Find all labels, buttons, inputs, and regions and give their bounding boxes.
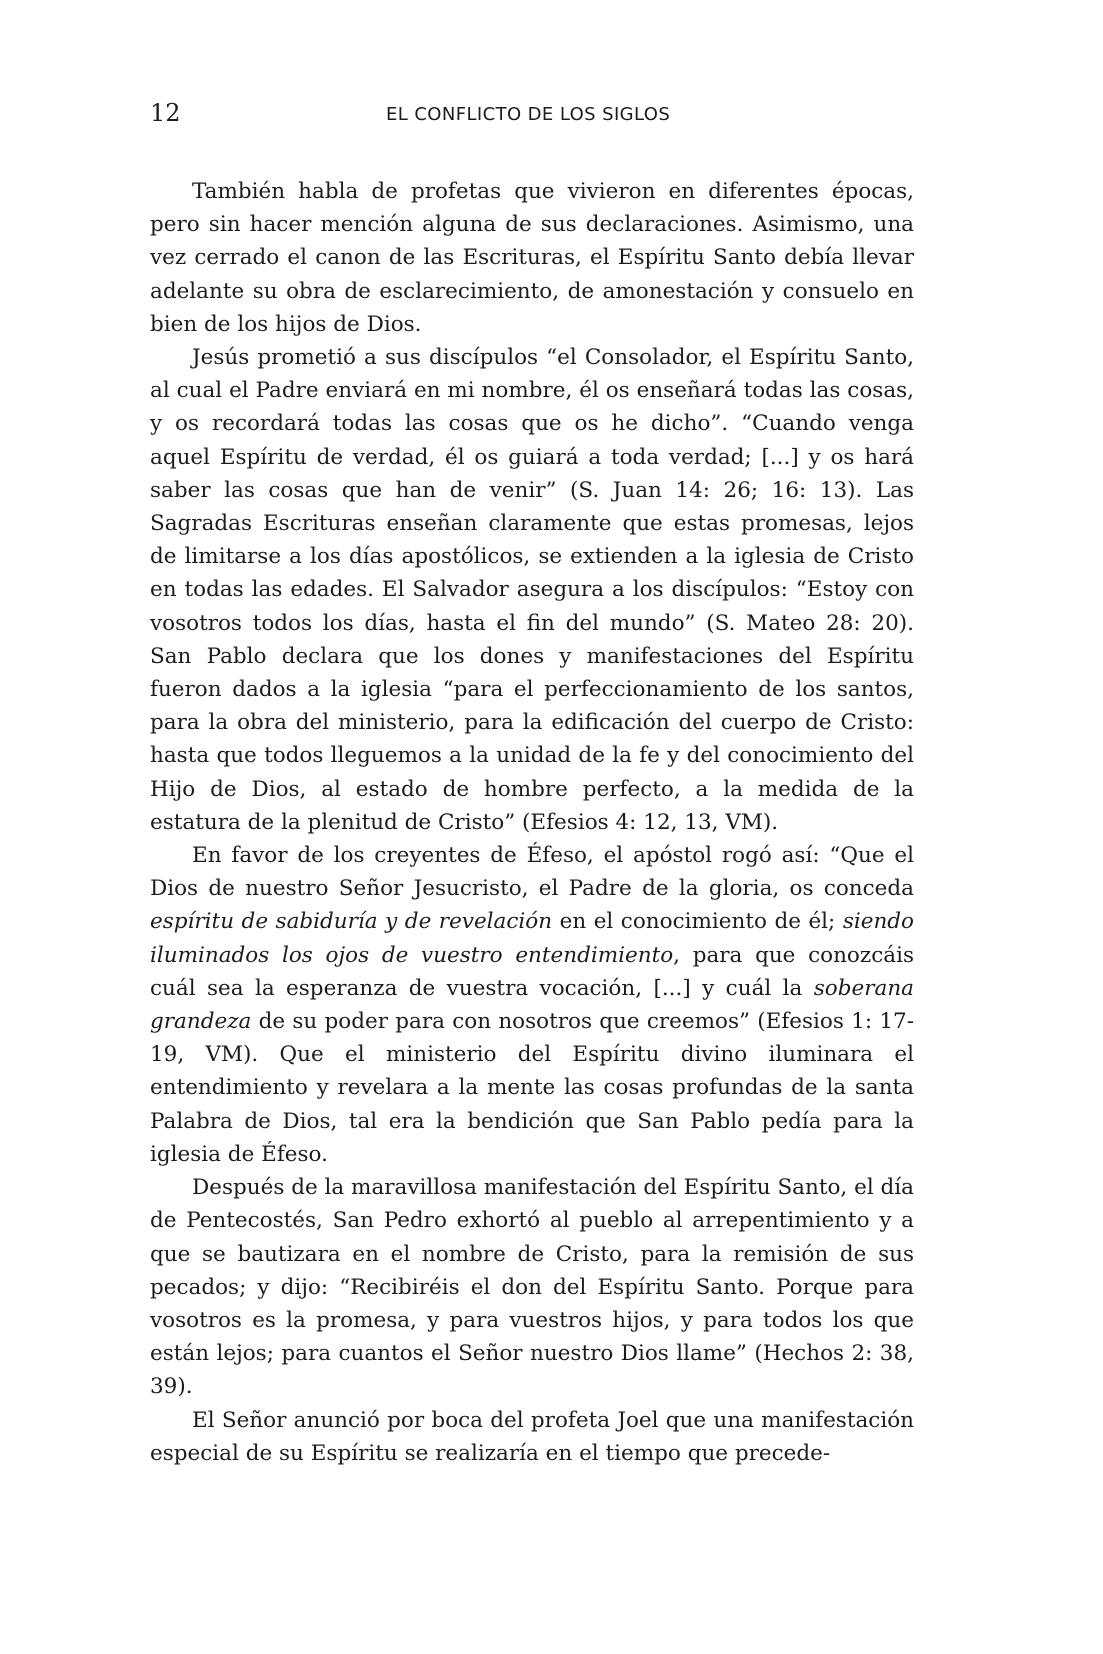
paragraph-3-text-3: , para que conozcáis cuál sea la esperanza de vuestra vocación, [...] y cuál la — [150, 942, 914, 1001]
paragraph-1: También habla de profetas que vivieron en diferentes épocas, pero sin hacer mención alguna de sus declaraciones. Asimismo, una vez cerrado el canon de las Escrituras, el Espíritu Santo debía llevar adelante su obra de esclarecimiento, de amonestación y consuelo en bien de los hijos de Dios. — [150, 179, 914, 337]
page-header — [150, 99, 914, 139]
paragraph-3-italic-3: soberana grandeza — [150, 975, 914, 1035]
paragraph-3-italic-1: espíritu de sabiduría y de revelación — [150, 909, 553, 935]
paragraph-4: Después de la maravillosa manifestación del Espíritu Santo, el día de Pentecostés, San Pedro exhortó al pueblo al arrepentimiento y a que se bautizara en el nombre de Cristo, para la remisión de sus pecados; y dijo: “Recibiréis el don del Espíritu Santo. Porque para vosotros es la promesa, y para vuestros hijos, y para todos los que están lejos; para cuantos el Señor nuestro Dios llame” (Hechos 2: 38, 39). — [150, 1175, 914, 1400]
paragraph-5: El Señor anunció por boca del profeta Joel que una manifestación especial de su Espíritu se realizaría en el tiempo que precede- — [150, 1407, 914, 1466]
page-number: 12 — [150, 99, 181, 127]
running-title: EL CONFLICTO DE LOS SIGLOS — [386, 104, 671, 125]
body-text — [150, 175, 914, 1470]
paragraph-3-italic-2: siendo iluminados los ojos de vuestro entendimiento — [150, 909, 914, 968]
paragraph-3-text-2: en el conocimiento de él; — [552, 909, 843, 935]
paragraph-3 — [150, 839, 914, 1171]
paragraph-3-text-1: En favor de los creyentes de Éfeso, el apóstol rogó así: “Que el Dios de nuestro Señor Jesucristo, el Padre de la gloria, os conceda — [150, 843, 914, 902]
paragraph-2: Jesús prometió a sus discípulos “el Consolador, el Espíritu Santo, al cual el Padre enviará en mi nombre, él os enseñará todas las cosas, y os recordará todas las cosas que os he dicho”. “Cuando venga aquel Espíritu de verdad, él os guiará a toda verdad; [...] y os hará saber las cosas que han de venir” (S. Juan 14: 26; 16: 13). Las Sagradas Escrituras enseñan claramente que estas promesas, lejos de limitarse a los días apostólicos, se extienden a la iglesia de Cristo en todas las edades. El Salvador asegura a los discípulos: “Estoy con vosotros todos los días, hasta el fin del mundo” (S. Mateo 28: 20). San Pablo declara que los dones y manifestaciones del Espíritu fueron dados a la iglesia “para el perfeccionamiento de los santos, para la obra del ministerio, para la edificación del cuerpo de Cristo: hasta que todos lleguemos a la unidad de la fe y del conocimiento del Hijo de Dios, al estado de hombre perfecto, a la medida de la estatura de la plenitud de Cristo” (Efesios 4: 12, 13, VM). — [150, 345, 914, 835]
paragraph-3-text-4: de su poder para con nosotros que creemos” (Efesios 1: 17-19, VM). Que el ministerio del Espíritu divino iluminara el entendimiento y revelara a la mente las cosas profundas de la santa Palabra de Dios, tal era la bendición que San Pablo pedía para la iglesia de Éfeso. — [150, 1009, 914, 1167]
